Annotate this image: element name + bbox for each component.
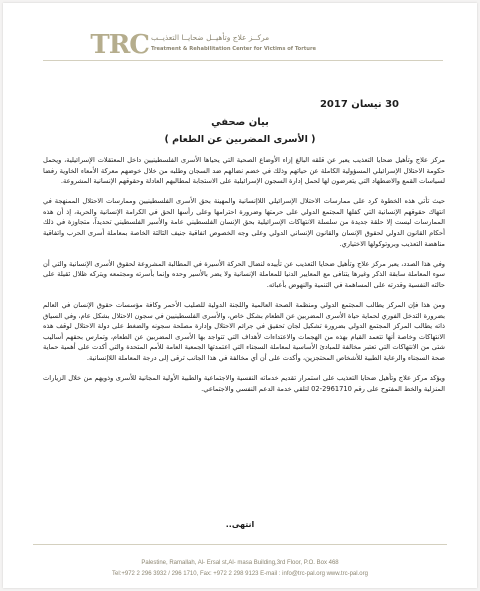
header-divider [43, 60, 443, 61]
footer-contact: Tel:+972 2 296 3932 / 296 1710, Fax: +972 2 298 9123 E-mail : info@trc-pal.org www.trc-pal.org [112, 571, 368, 577]
letterhead [59, 27, 399, 63]
end-marker: انتهى.. [225, 520, 255, 529]
trc-logo: TRC [90, 30, 149, 60]
footer-divider [33, 544, 447, 545]
footer-address: Palestine, Ramallah, Al- Ersal st,Al- masa Building,3rd Floor, P.O. Box 468 [141, 560, 339, 566]
paragraph: ويؤكد مركز علاج وتأهيل ضحايا التعذيب على استمرار تقديم خدماته النفسية والاجتماعية والطبية الأولية المجانية للأسرى وذويهم من خلال الزيارات المنزلية والخط المفتوح على رقم 2961710-02 لتلقي خدمة الدعم النفسي والاجتماعي. [43, 374, 445, 393]
paragraph: مركز علاج وتأهيل ضحايا التعذيب يعبر عن قلقه البالغ إزاء الأوضاع الصحية التي يحياها الأسرى الفلسطينيين داخل المعتقلات الإسرائيلية، ويحمل حكومة الاحتلال الإسرائيلي المسؤولية الكاملة عن حياتهم وذلك في خضم نضالهم ضد السجان وطلبه من خلال خوضهم معركة الأمعاء الخاوية رفضا لسياسات القمع والاضطهاد التي يتعرضون لها لحمل إدارة السجون الإسرائيلية على الاستجابة لمطالبهم العادلة وحقوقهم الإنسانية المشروعة. [43, 156, 445, 186]
document-body [43, 155, 445, 404]
paragraph: وفي هذا الصدد، يعبر مركز علاج وتأهيل ضحايا التعذيب عن تأييده لنضال الحركة الأسيرة في المطالبة المشروعة لحقوق الأسرى الإنسانية والتي أن سوء المعاملة سابقة الذكر وغيرها يتنافى مع المعايير الدنيا للمعاملة الإنسانية ولا يضر بالأسير وحده وإنما بأسرته ومجتمعه ويتركه ظلال ثقيلة على حالته النفسية وقدرته على المساهمة في التنمية والنهوض بأعبائه. [43, 259, 445, 289]
org-name-english: Treatment & Rehabilitation Center for Victims of Torture [151, 46, 317, 52]
paragraph: حيث تأتي هذه الخطوة كرد على ممارسات الاحتلال الإسرائيلي اللاإنسانية والمهينة بحق الأسرى الفلسطينيين وممارسات الاحتلال الممنهجة في انتهاك حقوقهم الإنسانية التي كفلها المجتمع الدولي على حرمتها وضرورة احترامها وعلى رأسها الحق في الكرامة الإنسانية والحرية، إذ أن هذه الممارسات ليست إلا حلقة جديدة من سلسلة الانتهاكات الإسرائيلية بحق الإنسان الفلسطيني عامة والأسير الفلسطيني تحديداً، متجاوزة في ذلك أحكام القانون الدولي لحقوق الإنسان والقانون الإنساني الدولي وعلى وجه الخصوص اتفاقية جنيف الثالثة الخاصة بمعاملة أسرى الحرب واتفاقية مناهضة التعذيب وبروتوكولها الاختياري. [43, 197, 445, 248]
paragraph: ومن هذا فإن المركز يطالب المجتمع الدولي ومنظمة الصحة العالمية واللجنة الدولية للصليب الأحمر وكافة مؤسسات حقوق الإنسان في العالم بضرورة التدخل الفوري لحماية حياة الأسرى المضربين عن الطعام بشكل خاص، والأسرى الفلسطينيين في سجون الاحتلال بشكل عام، وفي السياق ذاته يطالب المركز المجتمع الدولي بضرورة تشكيل لجان تحقيق في جرائم الاحتلال وإدارة مصلحة سجونه والضغط على دولة الاحتلال لوقف هذه الانتهاكات وخاصة أنها تتعمد القيام بهذه من الهجمات والاعتداءات لأهداف التي تتواجد بها الأسرى المضربين عن الطعام، وتمارس بحقهم أساليب شتى من الانتهاكات التي تعتبر مخالفة للمبادئ الأساسية لمعاملة السجناء التي اعتمدتها الجمعية العامة للأمم المتحدة والتي أكدت على أهمية حماية صحة السجناء والرعاية الطبية للأشخاص المحتجزين، وأكدت على أن أي مخالفة في هذا الجانب ترقى إلى درجة المعاملة اللاإنسانية. [43, 301, 445, 362]
document-title: بيان صحفي [211, 117, 269, 128]
document-page [3, 3, 477, 588]
org-name-arabic: مركــز علاج وتأهيــل ضحايــا التعذيــب [151, 33, 270, 42]
document-subtitle: ( الأسرى المضربين عن الطعام ) [164, 134, 316, 145]
document-date: 30 نيسان 2017 [319, 99, 399, 110]
